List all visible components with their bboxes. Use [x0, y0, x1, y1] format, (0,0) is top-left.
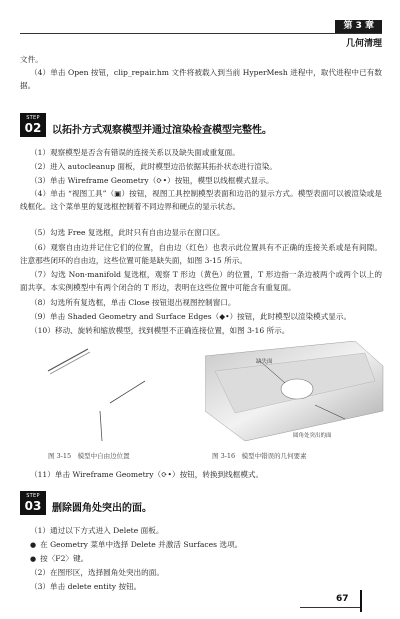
- step-badge-label: STEP: [26, 493, 40, 499]
- intro-step4: （4）单击 Open 按钮，clip_repair.hm 文件将被载入到当前 HyperMesh 进程中，取代进程中已有数据。: [20, 68, 382, 90]
- hole: [281, 379, 313, 399]
- step-badge-03: [20, 491, 46, 515]
- step2-item8: （8）勾选所有复选框，单击 Close 按钮退出视图控制窗口。: [30, 298, 236, 307]
- footer-rule: [300, 607, 360, 608]
- figure-free-edges: [40, 341, 170, 446]
- page-number: 67: [336, 594, 349, 604]
- step3-title: 删除圆角处突出的面。: [52, 503, 152, 514]
- intro-continuation: 文件。: [20, 55, 43, 64]
- step2-item2: （2）进入 autocleanup 面板，此时模型边沿依据其拓扑状态进行渲染。: [30, 162, 277, 171]
- free-edge-line: [100, 411, 102, 441]
- step2-item10: （10）移动、旋转和缩放模型，找到模型不正确连接位置，如图 3-16 所示。: [30, 326, 290, 335]
- step2-item11: （11）单击 Wireframe Geometry（⟳•）按钮，转换到线框模式。: [30, 470, 264, 479]
- step2-title: 以拓扑方式观察模型并通过渲染检查模型完整性。: [52, 125, 272, 136]
- label-missing-face: 缺失面: [256, 359, 273, 365]
- step3-bullet1: ● 在 Geometry 菜单中选择 Delete 并激活 Surfaces 选项。: [20, 538, 382, 552]
- step2-item3: （3）单击 Wireframe Geometry（⟳•）按钮，模型以线框模式显示。: [30, 176, 274, 185]
- step3-item1: （1）通过以下方式进入 Delete 面板。: [30, 526, 164, 535]
- footer-bar: [360, 590, 362, 612]
- chapter-badge: 第 3 章: [335, 20, 382, 33]
- chapter-section-title: 几何清理: [345, 39, 382, 49]
- caption-fig-3-15: 图 3-15 模型中自由边位置: [48, 452, 130, 460]
- step3-item3: （3）单击 delete entity 按钮。: [30, 582, 142, 591]
- header-rule: [20, 33, 382, 34]
- step-badge-02: [20, 113, 46, 137]
- step-badge-label: STEP: [26, 115, 40, 121]
- free-edge-line: [48, 349, 88, 371]
- step3-item2: （2）在图形区，选择圆角处突出的面。: [30, 568, 164, 577]
- free-edge-line: [110, 381, 145, 403]
- step2-item5: （5）勾选 Free 复选框，此时只有自由边显示在窗口区。: [30, 228, 225, 237]
- step-badge-number: 03: [24, 499, 42, 513]
- step2-item1: （1）观察模型是否含有错误的连接关系以及缺失面或重复面。: [30, 148, 240, 157]
- step2-item6: （6）观察自由边并记住它们的位置，自由边（红色）也表示此位置具有不正确的连接关系或是有间隙。注意那些闭环的自由边，这些位置可能是缺失面，如图 3-15 所示。: [20, 243, 382, 265]
- label-fillet-face: 圆角处突出的面: [293, 433, 332, 439]
- step2-item9: （9）单击 Shaded Geometry and Surface Edges（◆•）按钮，此时模型以渲染模式显示。: [30, 312, 352, 321]
- free-edge-line: [50, 352, 90, 374]
- caption-fig-3-16: 图 3-16 模型中错误的几何要素: [212, 452, 307, 460]
- step2-item4: （4）单击 “视图工具”（▣）按钮，视图工具控制模型表面和边沿的显示方式。模型表面可以被渲染或是线框化。这个菜单里的复选框控制着不同边界和硬点的显示状态。: [20, 189, 382, 211]
- step-badge-number: 02: [24, 121, 42, 135]
- step2-item7: （7）勾选 Non-manifold 复选框，观察 T 形边（黄色）的位置，T 形边指一条边被两个或两个以上的面共享。本实例模型中有两个闭合的 T 形边，表明在这些位置中可能含有重复面。: [20, 270, 382, 292]
- step3-bullet2: ● 按〈F2〉键。: [20, 552, 382, 566]
